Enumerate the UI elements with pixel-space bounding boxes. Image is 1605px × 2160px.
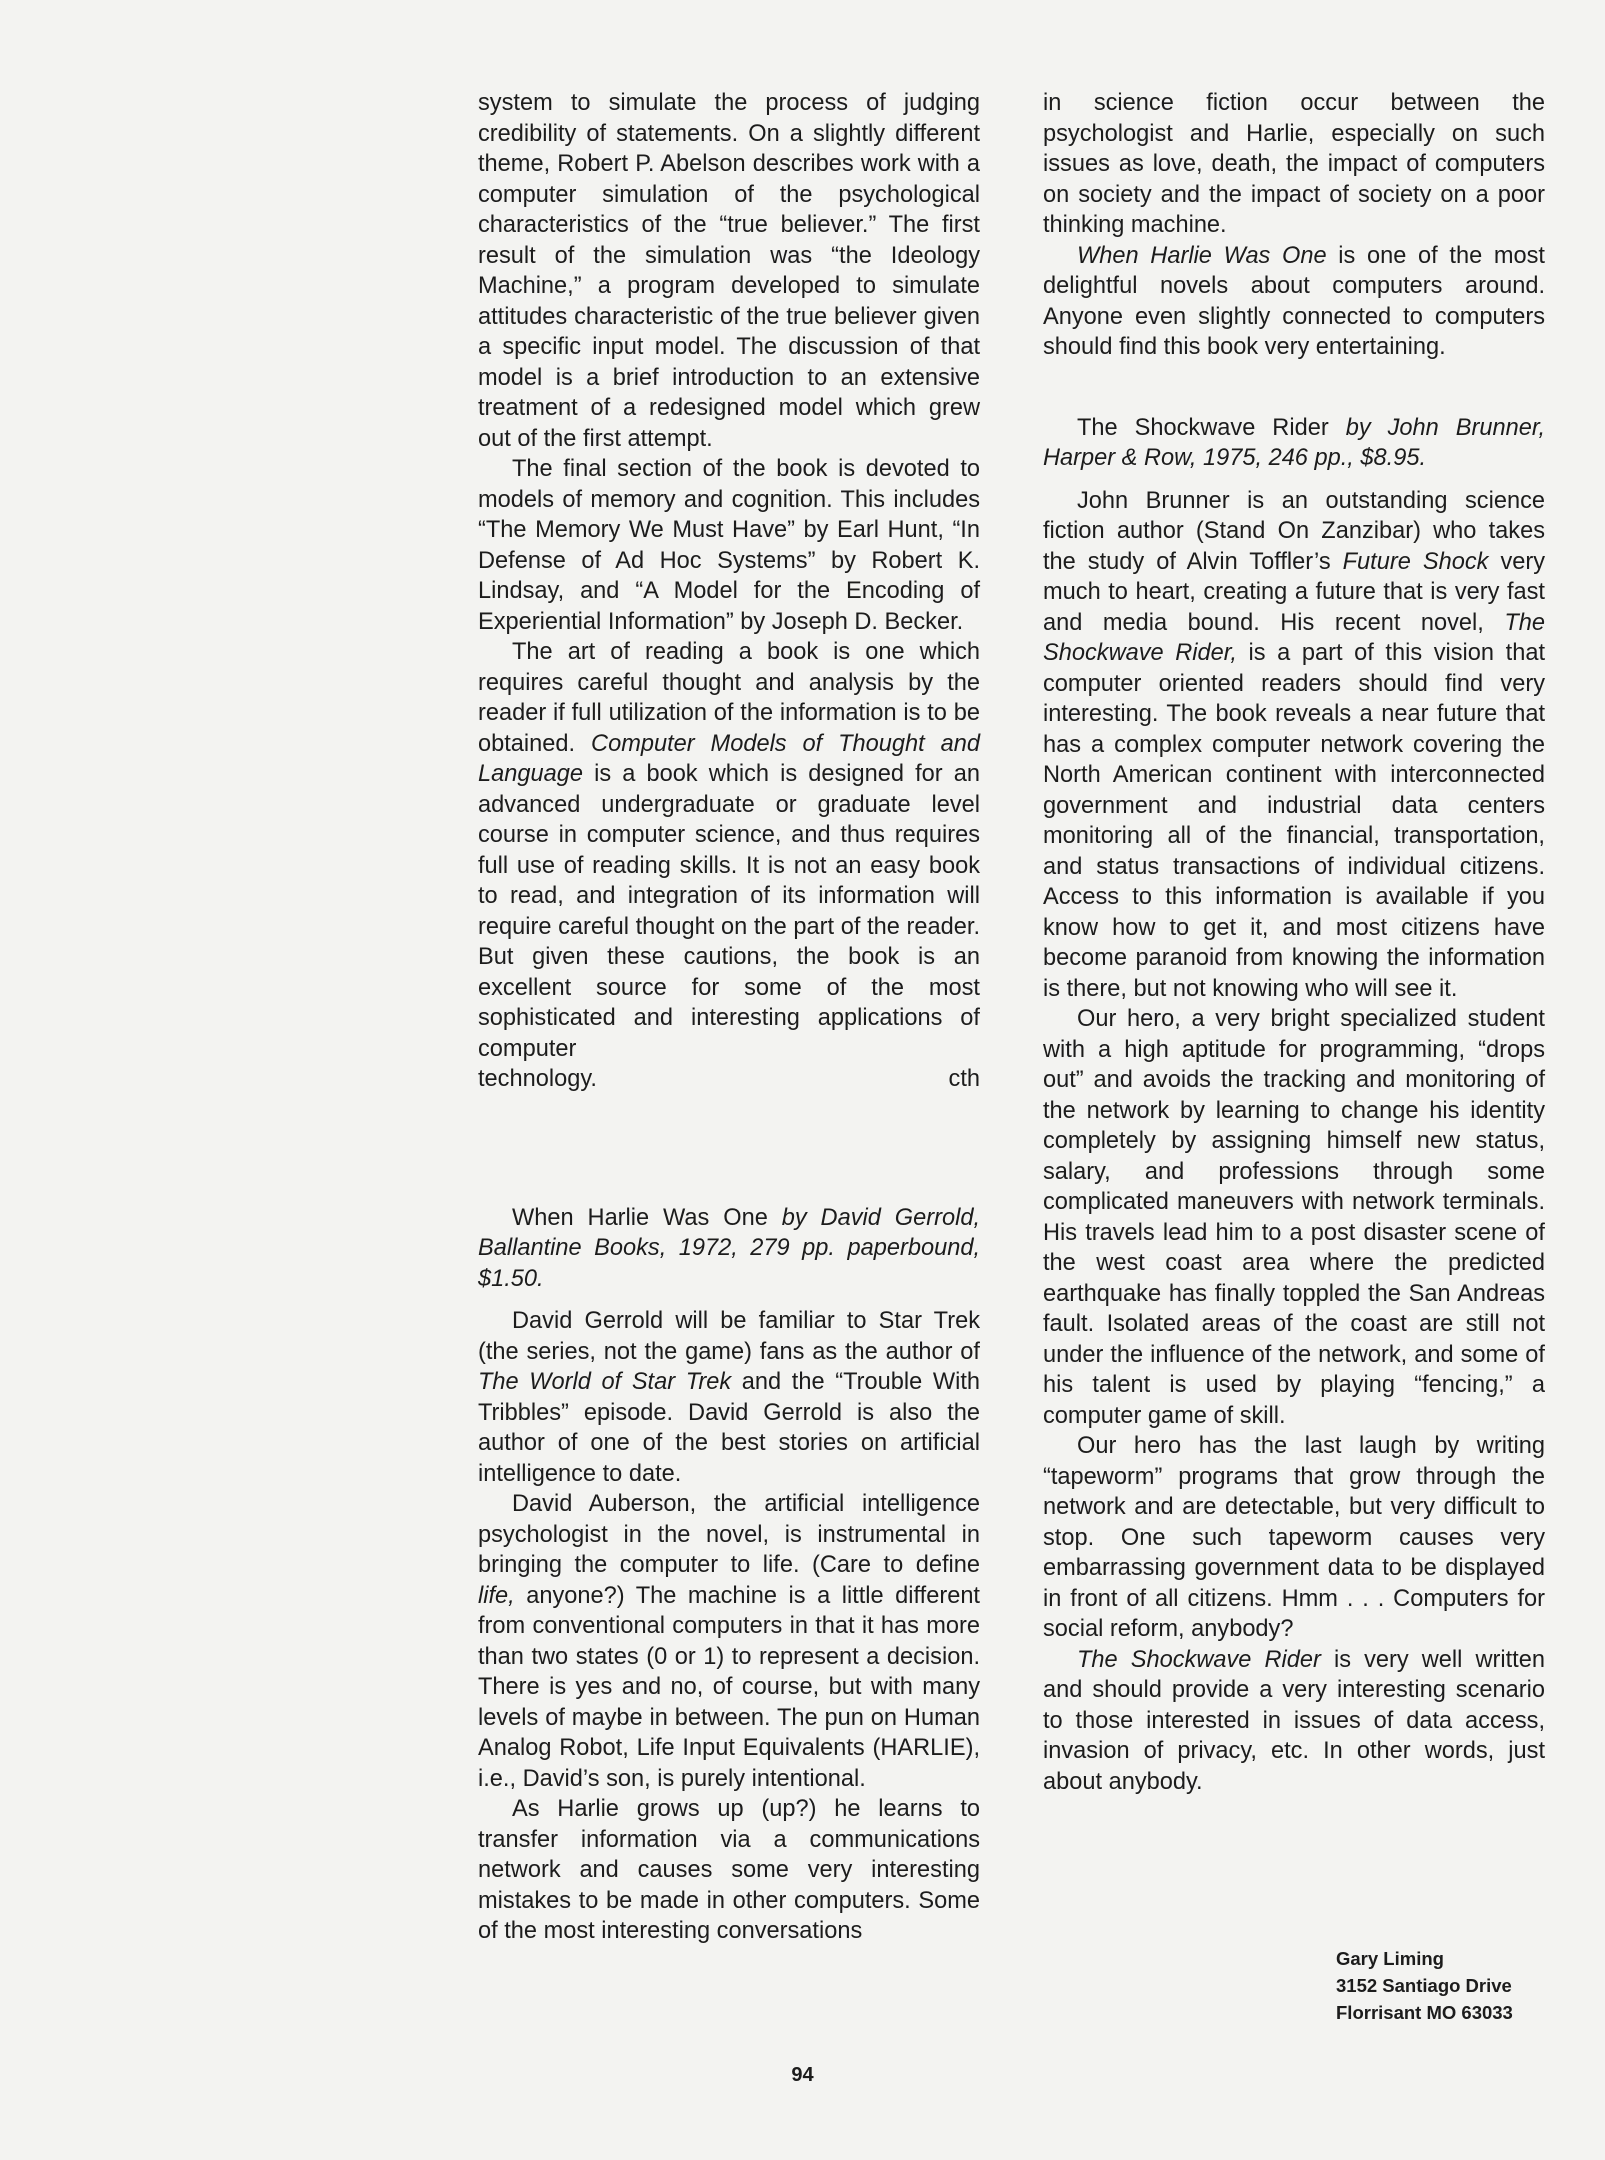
- paragraph-continuation: in science fiction occur between the psychologist and Harlie, especially on such issues as love, death, the impact of computers on society and the impact of society on a poor thinking machine.: [1043, 90, 1545, 238]
- author-street: 3152 Santiago Drive: [1336, 1975, 1512, 1996]
- author-city: Florrisant MO 63033: [1336, 2002, 1513, 2023]
- paragraph-delightful: When Harlie Was One is one of the most delightful novels about computers around. Anyone even slightly connected to computers should find this book very entertaining.: [1043, 242, 1545, 360]
- author-address: [1336, 1945, 1513, 2026]
- book-title-computer-models: Computer Models of Thought and Language: [478, 730, 980, 787]
- paragraph-final: The Shockwave Rider is very well written and should provide a very interesting scenario to those interested in issues of data access, invasion of privacy, etc. In other words, just about anybody.: [1043, 1646, 1545, 1795]
- book-title-world-of-star-trek: The World of Star Trek: [478, 1369, 732, 1395]
- paragraph-intro: system to simulate the process of judging credibility of statements. On a slightly different theme, Robert P. Abelson describes work with a computer simulation of the psychological characteristics of the “true believer.” The first result of the simulation was “the Ideology Machine,” a program developed to simulate attitudes characteristic of the true believer given a specific input model. The discussion of that model is a brief introduction to an extensive treatment of a redesigned model which grew out of the first attempt.: [478, 90, 980, 452]
- paragraph-auberson: David Auberson, the artificial intelligence psychologist in the novel, is instrumental in bringing the computer to life. (Care to define life, anyone?) The machine is a little different from conventional computers in that it has more than two states (0 or 1) to represent a decision. There is yes and no, of course, but with many levels of maybe in between. The pun on Human Analog Robot, Life Input Equivalents (HARLIE), i.e., David’s son, is purely intentional.: [478, 1491, 980, 1792]
- paragraph-hero: Our hero, a very bright specialized student with a high aptitude for programming, “drops out” and avoids the tracking and monitoring of the network by learning to change his identity completely by assigning himself new status, salary, and professions through some complicated maneuvers with network terminals. His travels lead him to a post disaster scene of the west coast area where the predicted earthquake has finally toppled the San Andreas fault. Isolated areas of the coast are still not under the influence of the network, and some of his talent is used by playing “fencing,” a computer game of skill.: [1043, 1006, 1545, 1429]
- review-heading-shockwave: [1043, 413, 1545, 474]
- paragraph-signoff: technology. cth: [478, 1064, 980, 1095]
- author-name: Gary Liming: [1336, 1948, 1444, 1969]
- page-number: 94: [791, 2064, 814, 2086]
- book-title-shockwave-rider-2: The Shockwave Rider: [1077, 1646, 1321, 1673]
- reviewer-initials: cth: [948, 1066, 980, 1092]
- book-title-shockwave-rider: The Shockwave Rider,: [1043, 609, 1545, 666]
- paragraph-final-section: The final section of the book is devoted to models of memory and cognition. This includes “The Memory We Must Have” by Earl Hunt, “In Defense of Ad Hoc Systems” by Robert K. Lindsay, and “A Model for the Encoding of Experiential Information” by Joseph D. Becker.: [478, 456, 980, 635]
- book-title-harlie: When Harlie Was One: [1077, 242, 1327, 269]
- left-column: [478, 88, 980, 1947]
- book-title-future-shock: Future Shock: [1342, 548, 1489, 575]
- paragraph-art-of-reading: The art of reading a book is one which requires careful thought and analysis by the reader if full utilization of the information is to be obtained. Computer Models of Thought and Language is a book which is designed for an advanced undergraduate or graduate level course in computer science, and thus requires full use of reading skills. It is not an easy book to read, and integration of its information will require careful thought on the part of the reader. But given these cautions, the book is an excellent source for some of the most sophisticated and interesting applications of computer: [478, 639, 980, 1062]
- review-title: When Harlie Was One: [512, 1204, 768, 1231]
- review-heading-harlie: [478, 1203, 980, 1295]
- review-citation: by David Gerrold, Ballantine Books, 1972, 279 pp. paperbound, $1.50.: [478, 1204, 980, 1292]
- review-citation: by John Brunner, Harper & Row, 1975, 246 pp., $8.95.: [1043, 414, 1545, 471]
- paragraph-last-laugh: Our hero has the last laugh by writing “tapeworm” programs that grow through the network and are detectable, but very difficult to stop. One such tapeworm causes very embarrassing government data to be displayed in front of all citizens. Hmm . . . Computers for social reform, anybody?: [1043, 1433, 1545, 1642]
- review-title: The Shockwave Rider: [1077, 414, 1329, 441]
- paragraph-brunner: John Brunner is an outstanding science fiction author (Stand On Zanzibar) who takes the study of Alvin Toffler’s Future Shock very much to heart, creating a future that is very fast and media bound. His recent novel, The Shockwave Rider, is a part of this vision that computer oriented readers should find very interesting. The book reveals a near future that has a complex computer network covering the North American continent with interconnected government and industrial data centers monitoring all of the financial, transportation, and status transactions of individual citizens. Access to this information is available if you know how to get it, and most citizens have become paranoid from knowing the information is there, but not knowing who will see it.: [1043, 487, 1546, 1002]
- paragraph-gerrold: David Gerrold will be familiar to Star Trek (the series, not the game) fans as the author of The World of Star Trek and the “Trouble With Tribbles” episode. David Gerrold is also the author of one of the best stories on artificial intelligence to date.: [478, 1308, 981, 1487]
- right-column: [1043, 88, 1545, 1797]
- paragraph-harlie-grows: As Harlie grows up (up?) he learns to transfer information via a communications network and causes some very interesting mistakes to be made in other computers. Some of the most interesting conversations: [478, 1796, 980, 1944]
